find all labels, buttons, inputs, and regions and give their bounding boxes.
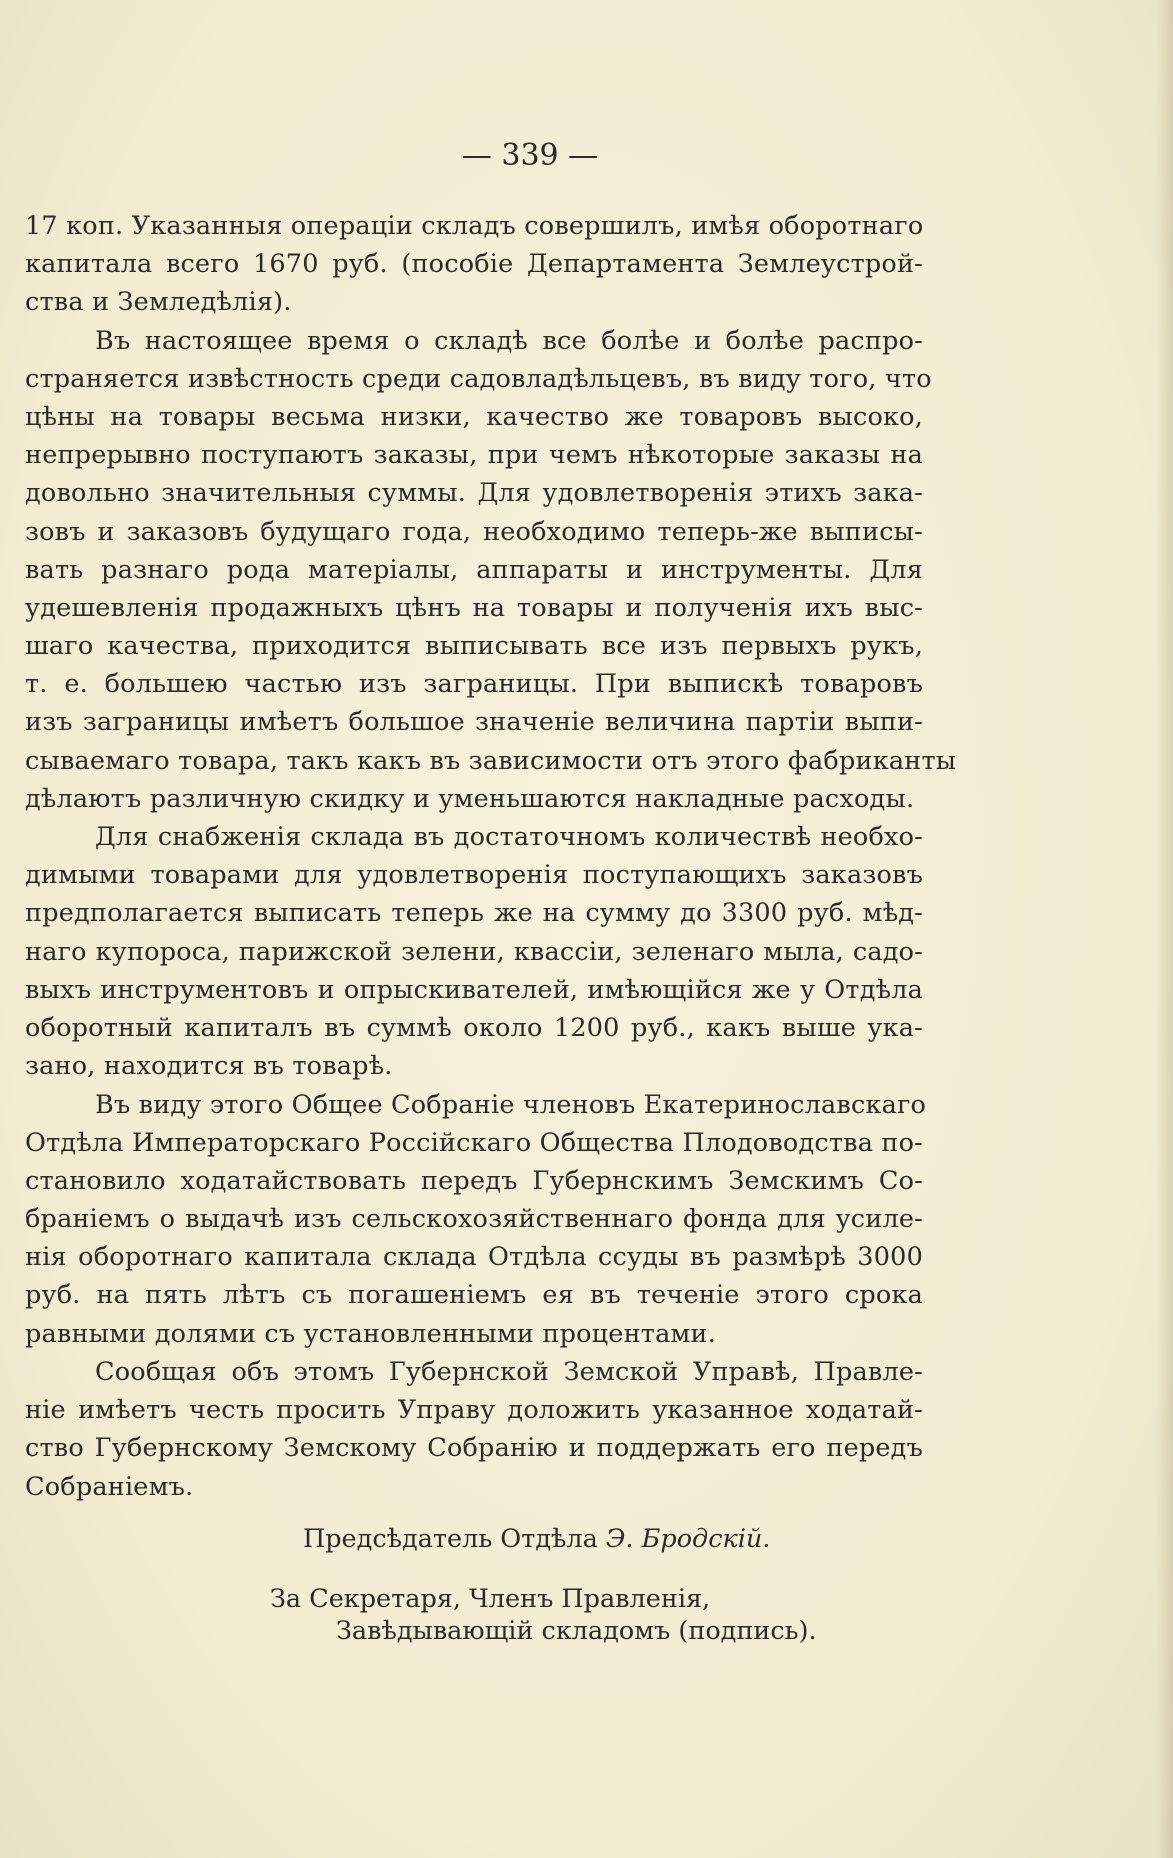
paragraph-line: 17 коп. Указанныя операціи складъ совершилъ, имѣя оборотнаго: [25, 211, 924, 241]
paragraph-line: капитала всего 1670 руб. (пособіе Департамента Землеустрой-: [25, 249, 923, 280]
secretary-line-2: Завѣдывающій складомъ (подпись).: [336, 1616, 817, 1646]
paragraph-line: ства и Земледѣлія).: [25, 287, 292, 318]
paragraph-line: оборотный капиталъ въ суммѣ около 1200 руб., какъ выше ука-: [25, 1012, 923, 1043]
paragraph-line: Сообщая объ этомъ Губернской Земской Управѣ, Правле-: [95, 1357, 923, 1387]
paragraph-line: страняется извѣстность среди садовладѣльцевъ, въ виду того, что: [25, 363, 932, 394]
paragraph-line: выхъ инструментовъ и опрыскивателей, имѣющійся же у Отдѣла: [25, 974, 923, 1005]
paragraph-4: [25, 1086, 927, 1353]
paragraph-line: удешевленія продажныхъ цѣнъ на товары и полученія ихъ выс-: [25, 592, 923, 623]
paragraph-2: [25, 322, 957, 818]
paragraph-line: руб. на пять лѣтъ съ погашеніемъ ея въ теченіе этого срока: [25, 1280, 923, 1311]
paragraph-line: равными долями съ установленными процентами.: [25, 1318, 717, 1349]
chairman-signature: [303, 1524, 770, 1554]
paragraph-line: Для снабженія склада въ достаточномъ количествѣ необхо-: [95, 822, 923, 852]
chairman-name: Э. Бродскій.: [605, 1524, 771, 1554]
paragraph-line: зовъ и заказовъ будущаго года, необходимо теперь-же выписы-: [25, 516, 923, 547]
paragraph-line: довольно значительныя суммы. Для удовлетворенія этихъ зака-: [25, 478, 923, 509]
paragraph-line: димыми товарами для удовлетворенія поступающихъ заказовъ: [25, 860, 923, 891]
paragraph-line: непрерывно поступаютъ заказы, при чемъ нѣкоторые заказы на: [25, 440, 923, 471]
paragraph-line: наго купороса, парижской зелени, квассіи, зеленаго мыла, садо-: [25, 936, 923, 967]
page-edge-shadow: [1155, 0, 1173, 1858]
paragraph-3: [25, 818, 923, 1085]
paragraph-1: [25, 207, 923, 322]
paragraph-line: дѣлаютъ различную скидку и уменьшаются накладные расходы.: [25, 783, 915, 814]
paragraph-line: Отдѣла Императорскаго Россійскаго Общества Плодоводства по-: [25, 1127, 923, 1158]
paragraph-line: нія оборотнаго капитала склада Отдѣла ссуды въ размѣрѣ 3000: [25, 1242, 923, 1273]
secretary-line-1: За Секретаря, Членъ Правленія,: [270, 1584, 711, 1614]
paragraph-line: предполагается выписать теперь же на сумму до 3300 руб. мѣд-: [25, 898, 923, 929]
chairman-title: Предсѣдатель Отдѣла: [303, 1524, 598, 1554]
paragraph-line: цѣны на товары весьма низки, качество же товаровъ высоко,: [25, 401, 923, 432]
paragraph-line: ство Губернскому Земскому Собранію и поддержать его передъ: [25, 1433, 923, 1464]
paragraph-line: зано, находится въ товарѣ.: [25, 1051, 393, 1082]
paragraph-line: Въ виду этого Общее Собраніе членовъ Екатеринославскаго: [95, 1089, 927, 1120]
paragraph-5: [25, 1353, 923, 1506]
paragraph-line: т. е. большею частью изъ заграницы. При выпискѣ товаровъ: [25, 669, 923, 700]
paragraph-line: ніе имѣетъ честь просить Управу доложить указанное ходатай-: [25, 1395, 923, 1426]
page-number: — 339 —: [461, 138, 599, 173]
paragraph-line: становило ходатайствовать передъ Губернскимъ Земскимъ Со-: [25, 1165, 923, 1196]
paragraph-line: шаго качества, приходится выписывать все изъ первыхъ рукъ,: [25, 631, 923, 662]
paragraph-line: Въ настоящее время о складѣ все болѣе и болѣе распро-: [95, 325, 923, 356]
paragraph-line: сываемаго товара, такъ какъ въ зависимости отъ этого фабриканты: [25, 745, 957, 776]
paragraph-line: браніемъ о выдачѣ изъ сельскохозяйственнаго фонда для усиле-: [25, 1204, 923, 1235]
paragraph-line: изъ заграницы имѣетъ большое значеніе величина партіи выпи-: [25, 707, 923, 738]
paragraph-line: вать разнаго рода матеріалы, аппараты и инструменты. Для: [25, 554, 923, 585]
paragraph-line: Собраніемъ.: [25, 1471, 194, 1502]
